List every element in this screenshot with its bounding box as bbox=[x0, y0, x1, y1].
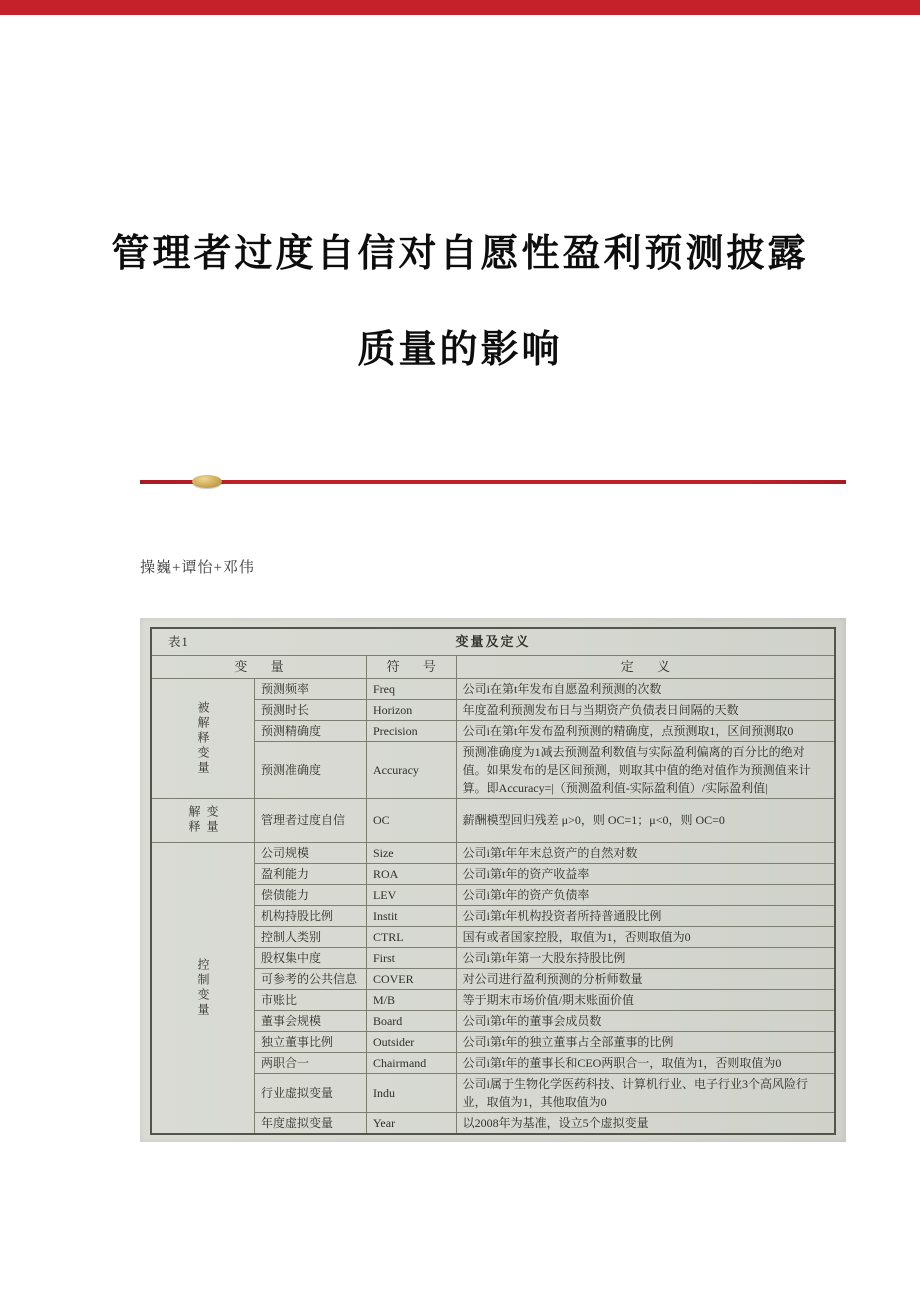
table-row bbox=[151, 926, 835, 947]
symbol-cell: Accuracy bbox=[366, 741, 456, 798]
top-red-bar bbox=[0, 0, 920, 15]
table-row bbox=[151, 798, 835, 842]
def-cell: 公司i第t年机构投资者所持普通股比例 bbox=[456, 905, 835, 926]
var-cell: 行业虚拟变量 bbox=[255, 1073, 367, 1112]
scanned-table-image bbox=[140, 618, 846, 1142]
def-cell: 年度盈利预测发布日与当期资产负债表日间隔的天数 bbox=[456, 699, 835, 720]
table-row bbox=[151, 720, 835, 741]
table-row bbox=[151, 699, 835, 720]
table-row bbox=[151, 863, 835, 884]
symbol-cell: Chairmand bbox=[366, 1052, 456, 1073]
table-row bbox=[151, 905, 835, 926]
def-cell: 公司i第t年年末总资产的自然对数 bbox=[456, 842, 835, 863]
table-caption-row bbox=[151, 628, 835, 655]
table-row bbox=[151, 842, 835, 863]
table-row bbox=[151, 1010, 835, 1031]
var-cell: 年度虚拟变量 bbox=[255, 1112, 367, 1134]
def-cell: 公司i属于生物化学医药科技、计算机行业、电子行业3个高风险行业，取值为1，其他取值为0 bbox=[456, 1073, 835, 1112]
var-cell: 控制人类别 bbox=[255, 926, 367, 947]
page-title-line2: 质量的影响 bbox=[357, 329, 563, 371]
col-header-symbol: 符 号 bbox=[366, 655, 456, 678]
var-cell: 预测时长 bbox=[255, 699, 367, 720]
table-row bbox=[151, 1052, 835, 1073]
table-row bbox=[151, 1031, 835, 1052]
var-cell: 管理者过度自信 bbox=[255, 798, 367, 842]
def-cell: 国有或者国家控股，取值为1，否则取值为0 bbox=[456, 926, 835, 947]
symbol-cell: First bbox=[366, 947, 456, 968]
table-label: 表1 bbox=[168, 635, 189, 649]
var-cell: 预测准确度 bbox=[255, 741, 367, 798]
table-row bbox=[151, 989, 835, 1010]
table-row bbox=[151, 884, 835, 905]
table-header-row bbox=[151, 655, 835, 678]
table-title: 变量及定义 bbox=[455, 634, 531, 649]
page-title-line1: 管理者过度自信对自愿性盈利预测披露 bbox=[111, 233, 809, 275]
title-divider bbox=[140, 480, 846, 484]
var-cell: 可参考的公共信息 bbox=[255, 968, 367, 989]
table-row bbox=[151, 1073, 835, 1112]
var-cell: 独立董事比例 bbox=[255, 1031, 367, 1052]
symbol-cell: ROA bbox=[366, 863, 456, 884]
group-label: 控制变量 bbox=[151, 842, 255, 1134]
symbol-cell: LEV bbox=[366, 884, 456, 905]
symbol-cell: Board bbox=[366, 1010, 456, 1031]
symbol-cell: Outsider bbox=[366, 1031, 456, 1052]
def-cell: 对公司进行盈利预测的分析师数量 bbox=[456, 968, 835, 989]
table-row bbox=[151, 1112, 835, 1134]
symbol-cell: OC bbox=[366, 798, 456, 842]
var-cell: 董事会规模 bbox=[255, 1010, 367, 1031]
symbol-cell: CTRL bbox=[366, 926, 456, 947]
var-cell: 两职合一 bbox=[255, 1052, 367, 1073]
symbol-cell: COVER bbox=[366, 968, 456, 989]
var-cell: 股权集中度 bbox=[255, 947, 367, 968]
group-label: 被解释变量 bbox=[151, 678, 255, 798]
symbol-cell: Size bbox=[366, 842, 456, 863]
def-cell: 等于期末市场价值/期末账面价值 bbox=[456, 989, 835, 1010]
table-row bbox=[151, 947, 835, 968]
var-cell: 机构持股比例 bbox=[255, 905, 367, 926]
def-cell: 公司i第t年的董事会成员数 bbox=[456, 1010, 835, 1031]
def-cell: 预测准确度为1减去预测盈利数值与实际盈利偏离的百分比的绝对值。如果发布的是区间预测，则取其中值的绝对值作为预测值来计算。即Accuracy=|（预测盈利值-实际盈利值）/实际盈利值| bbox=[456, 741, 835, 798]
table-row bbox=[151, 678, 835, 699]
def-cell: 公司i第t年的资产负债率 bbox=[456, 884, 835, 905]
symbol-cell: Freq bbox=[366, 678, 456, 699]
table-row bbox=[151, 741, 835, 798]
symbol-cell: Instit bbox=[366, 905, 456, 926]
authors-line: 操巍+谭怡+邓伟 bbox=[140, 560, 255, 576]
def-cell: 薪酬模型回归残差 μ>0，则 OC=1；μ<0，则 OC=0 bbox=[456, 798, 835, 842]
def-cell: 公司i第t年的董事长和CEO两职合一，取值为1，否则取值为0 bbox=[456, 1052, 835, 1073]
var-cell: 预测频率 bbox=[255, 678, 367, 699]
var-cell: 偿债能力 bbox=[255, 884, 367, 905]
def-cell: 公司i在第t年发布自愿盈利预测的次数 bbox=[456, 678, 835, 699]
group-label: 解释变量 bbox=[151, 798, 255, 842]
col-header-definition: 定 义 bbox=[456, 655, 835, 678]
symbol-cell: Precision bbox=[366, 720, 456, 741]
var-cell: 预测精确度 bbox=[255, 720, 367, 741]
var-cell: 盈利能力 bbox=[255, 863, 367, 884]
symbol-cell: Year bbox=[366, 1112, 456, 1134]
variables-table bbox=[150, 627, 836, 1135]
var-cell: 市账比 bbox=[255, 989, 367, 1010]
divider-ornament-ellipse bbox=[192, 475, 222, 488]
def-cell: 公司i第t年第一大股东持股比例 bbox=[456, 947, 835, 968]
def-cell: 公司i第t年的资产收益率 bbox=[456, 863, 835, 884]
symbol-cell: M/B bbox=[366, 989, 456, 1010]
symbol-cell: Horizon bbox=[366, 699, 456, 720]
symbol-cell: Indu bbox=[366, 1073, 456, 1112]
def-cell: 公司i在第t年发布盈利预测的精确度，点预测取1，区间预测取0 bbox=[456, 720, 835, 741]
table-row bbox=[151, 968, 835, 989]
variables-table-body bbox=[151, 678, 835, 1134]
var-cell: 公司规模 bbox=[255, 842, 367, 863]
def-cell: 公司i第t年的独立董事占全部董事的比例 bbox=[456, 1031, 835, 1052]
col-header-variable: 变 量 bbox=[151, 655, 366, 678]
def-cell: 以2008年为基准，设立5个虚拟变量 bbox=[456, 1112, 835, 1134]
